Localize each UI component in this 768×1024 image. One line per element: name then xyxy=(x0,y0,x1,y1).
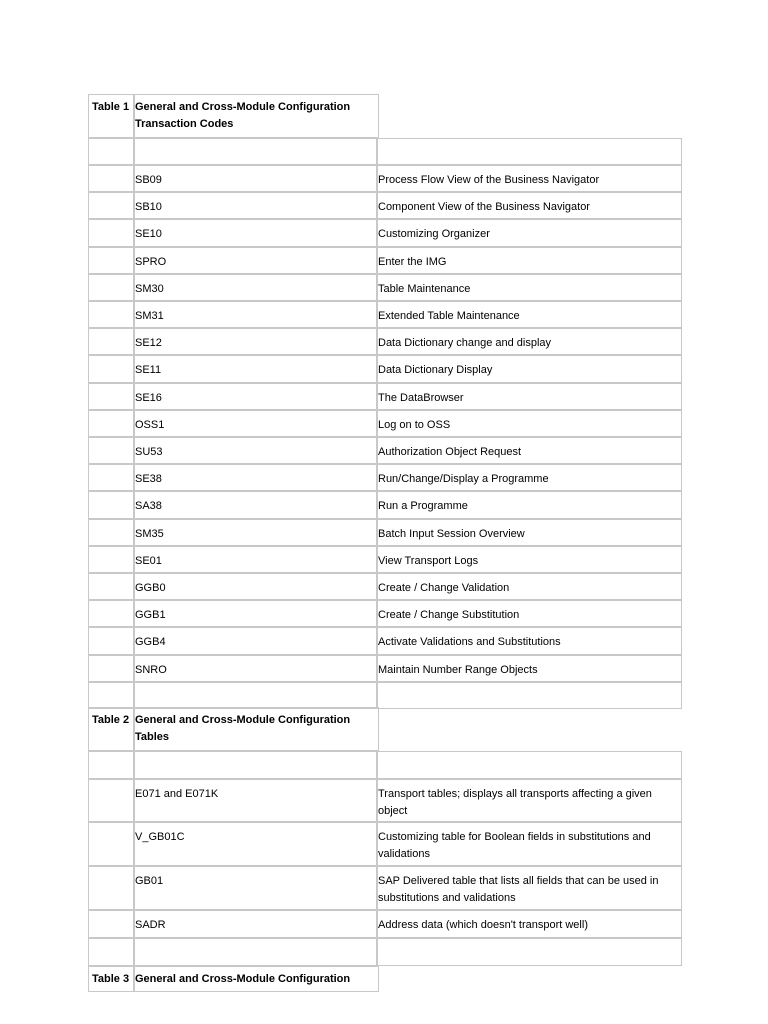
transaction-description: Run a Programme xyxy=(378,500,468,513)
transaction-description: Process Flow View of the Business Navigator xyxy=(378,174,600,186)
table-label: Table 2 xyxy=(92,714,130,726)
transaction-description: Create / Change Substitution xyxy=(378,609,520,622)
row-blank-cell xyxy=(88,165,134,192)
row-blank-cell xyxy=(88,519,134,546)
transaction-code: SB10 xyxy=(135,201,162,214)
empty-cell xyxy=(134,682,377,709)
transaction-code: SE11 xyxy=(135,364,162,377)
transaction-description: View Transport Logs xyxy=(378,554,479,567)
table-title: General and Cross-Module Configuration Tables xyxy=(135,714,354,743)
transaction-description: Data Dictionary change and display xyxy=(378,337,552,350)
empty-cell xyxy=(377,682,682,709)
empty-cell xyxy=(134,138,377,165)
row-blank-cell xyxy=(88,600,134,627)
transaction-description: Address data (which doesn't transport well) xyxy=(378,919,588,931)
transaction-description: Enter the IMG xyxy=(378,255,447,268)
transaction-code: SE38 xyxy=(135,473,162,486)
row-blank-cell xyxy=(88,219,134,246)
empty-cell xyxy=(377,138,682,165)
transaction-code: GGB1 xyxy=(135,609,166,622)
table-title: General and Cross-Module Configuration xyxy=(135,973,351,985)
empty-cell xyxy=(377,938,682,966)
transaction-description: Batch Input Session Overview xyxy=(378,527,525,540)
transaction-code: SADR xyxy=(135,919,166,931)
transaction-description: Activate Validations and Substitutions xyxy=(378,636,561,649)
transaction-code: GGB0 xyxy=(135,582,166,594)
transaction-description: Component View of the Business Navigator xyxy=(378,201,590,214)
transaction-code: SE12 xyxy=(135,337,162,350)
row-blank-cell xyxy=(88,383,134,410)
empty-cell xyxy=(88,682,134,709)
empty-cell xyxy=(88,938,134,966)
transaction-code: E071 and E071K xyxy=(135,788,219,800)
transaction-code: OSS1 xyxy=(135,418,165,431)
row-blank-cell xyxy=(88,410,134,437)
transaction-code: V_GB01C xyxy=(135,831,185,843)
table-label: Table 1 xyxy=(92,101,130,113)
transaction-description: Customizing table for Boolean fields in substitutions and validations xyxy=(378,831,654,860)
transaction-code: GB01 xyxy=(135,875,164,887)
transaction-code: SE16 xyxy=(135,391,162,404)
transaction-code: SE10 xyxy=(135,228,162,241)
row-blank-cell xyxy=(88,464,134,491)
transaction-description: Log on to OSS xyxy=(378,418,451,431)
transaction-description: Create / Change Validation xyxy=(378,582,510,594)
row-blank-cell xyxy=(88,910,134,938)
row-blank-cell xyxy=(88,301,134,328)
empty-cell xyxy=(88,138,134,165)
transaction-code: SM35 xyxy=(135,527,164,540)
row-blank-cell xyxy=(88,274,134,301)
transaction-code: SM31 xyxy=(135,310,164,322)
transaction-code: SPRO xyxy=(135,255,167,268)
transaction-code: GGB4 xyxy=(135,636,166,649)
transaction-description: Data Dictionary Display xyxy=(378,364,493,377)
row-blank-cell xyxy=(88,247,134,274)
transaction-code: SM30 xyxy=(135,282,164,295)
row-blank-cell xyxy=(88,192,134,219)
empty-cell xyxy=(134,751,377,779)
row-blank-cell xyxy=(88,822,134,866)
transaction-code: SB09 xyxy=(135,174,162,186)
row-blank-cell xyxy=(88,491,134,518)
transaction-code: SA38 xyxy=(135,500,162,513)
row-blank-cell xyxy=(88,779,134,822)
transaction-code: SE01 xyxy=(135,554,162,567)
transaction-code: SU53 xyxy=(135,446,163,458)
transaction-description: Extended Table Maintenance xyxy=(378,310,520,322)
row-blank-cell xyxy=(88,655,134,682)
transaction-description: Transport tables; displays all transports affecting a given object xyxy=(378,788,655,817)
row-blank-cell xyxy=(88,573,134,600)
transaction-description: Table Maintenance xyxy=(378,282,471,295)
row-blank-cell xyxy=(88,328,134,355)
row-blank-cell xyxy=(88,627,134,654)
transaction-description: SAP Delivered table that lists all fields that can be used in substitutions and validations xyxy=(378,875,662,904)
transaction-description: Run/Change/Display a Programme xyxy=(378,473,549,486)
transaction-description: Customizing Organizer xyxy=(378,228,490,241)
transaction-description: Maintain Number Range Objects xyxy=(378,663,538,676)
row-blank-cell xyxy=(88,866,134,910)
table-title: General and Cross-Module Configuration Transaction Codes xyxy=(135,101,354,130)
row-blank-cell xyxy=(88,355,134,382)
transaction-description: The DataBrowser xyxy=(378,391,464,404)
table-label: Table 3 xyxy=(92,973,130,985)
transaction-code: SNRO xyxy=(135,663,167,676)
empty-cell xyxy=(377,751,682,779)
row-blank-cell xyxy=(88,546,134,573)
empty-cell xyxy=(134,938,377,966)
empty-cell xyxy=(88,751,134,779)
transaction-description: Authorization Object Request xyxy=(378,446,522,458)
row-blank-cell xyxy=(88,437,134,464)
